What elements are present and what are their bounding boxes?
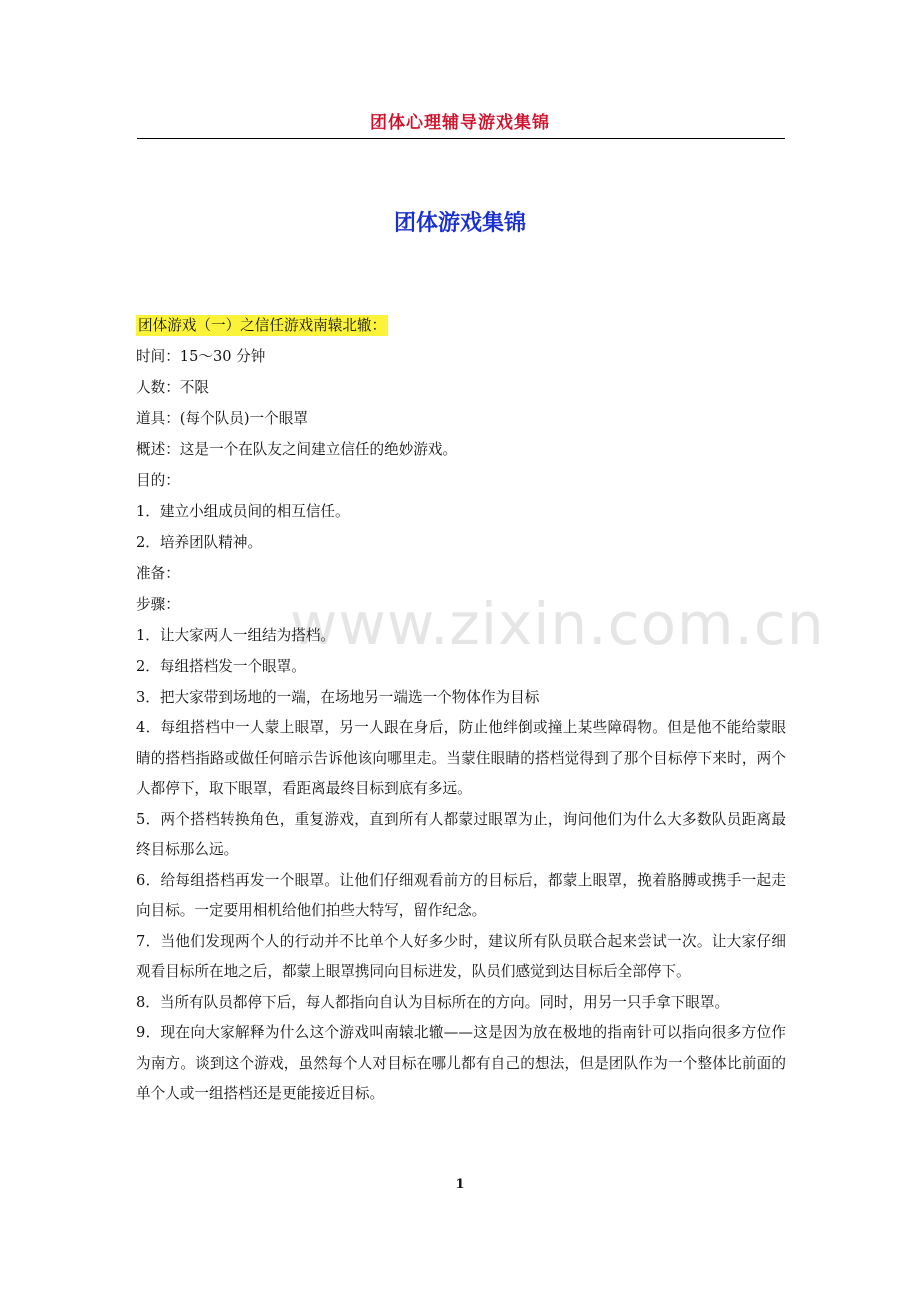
meta-people: 人数：不限	[136, 379, 209, 396]
step-item: 1．让大家两人一组结为搭档。	[136, 627, 336, 644]
meta-props: 道具：(每个队员)一个眼罩	[136, 410, 308, 427]
running-header-title: 团体心理辅导游戏集锦	[370, 113, 550, 133]
step-item: 9．现在向大家解释为什么这个游戏叫南辕北辙——这是因为放在极地的指南针可以指向很多方位作为南方。谈到这个游戏，虽然每个人对目标在哪儿都有自己的想法，但是团队作为一个整体比前面的单个人或一组搭档还是更能接近目标。	[136, 1024, 786, 1102]
step-item: 4．每组搭档中一人蒙上眼罩，另一人跟在身后，防止他绊倒或撞上某些障碍物。但是他不能给蒙眼睛的搭档指路或做任何暗示告诉他该向哪里走。当蒙住眼睛的搭档觉得到了那个目标停下来时，两个人都停下，取下眼罩，看距离最终目标到底有多远。	[136, 719, 786, 797]
section-heading	[136, 310, 786, 341]
step-item: 7．当他们发现两个人的行动并不比单个人好多少时，建议所有队员联合起来尝试一次。让大家仔细观看目标所在地之后，都蒙上眼罩携同向目标进发，队员们感觉到达目标后全部停下。	[136, 932, 786, 980]
step-item: 2．每组搭档发一个眼罩。	[136, 658, 306, 675]
document-body	[136, 310, 786, 1110]
step-item: 3．把大家带到场地的一端，在场地另一端选一个物体作为目标	[136, 689, 540, 706]
purpose-item: 2．培养团队精神。	[136, 534, 263, 551]
purpose-label: 目的：	[136, 472, 180, 489]
watermark-text: www.zixin.com.cn	[290, 590, 825, 658]
header-rule	[137, 138, 785, 139]
step-item: 6．给每组搭档再发一个眼罩。让他们仔细观看前方的目标后，都蒙上眼罩，挽着胳膊或携手一起走向目标。一定要用相机给他们拍些大特写，留作纪念。	[136, 871, 786, 919]
document-title: 团体游戏集锦	[393, 210, 526, 236]
step-item: 8．当所有队员都停下后，每人都指向自认为目标所在的方向。同时，用另一只手拿下眼罩。	[136, 993, 730, 1011]
steps-label: 步骤：	[136, 596, 180, 613]
step-item: 5．两个搭档转换角色，重复游戏，直到所有人都蒙过眼罩为止，询问他们为什么大多数队员距离最终目标那么远。	[136, 810, 786, 858]
purpose-item: 1．建立小组成员间的相互信任。	[136, 503, 350, 520]
section-heading-text: 团体游戏（一）之信任游戏南辕北辙：	[138, 317, 387, 334]
meta-time: 时间：15～30 分钟	[136, 348, 266, 365]
meta-overview: 概述：这是一个在队友之间建立信任的绝妙游戏。	[136, 441, 458, 458]
preparation-label: 准备：	[136, 565, 180, 582]
page-number: 1	[455, 1177, 465, 1192]
